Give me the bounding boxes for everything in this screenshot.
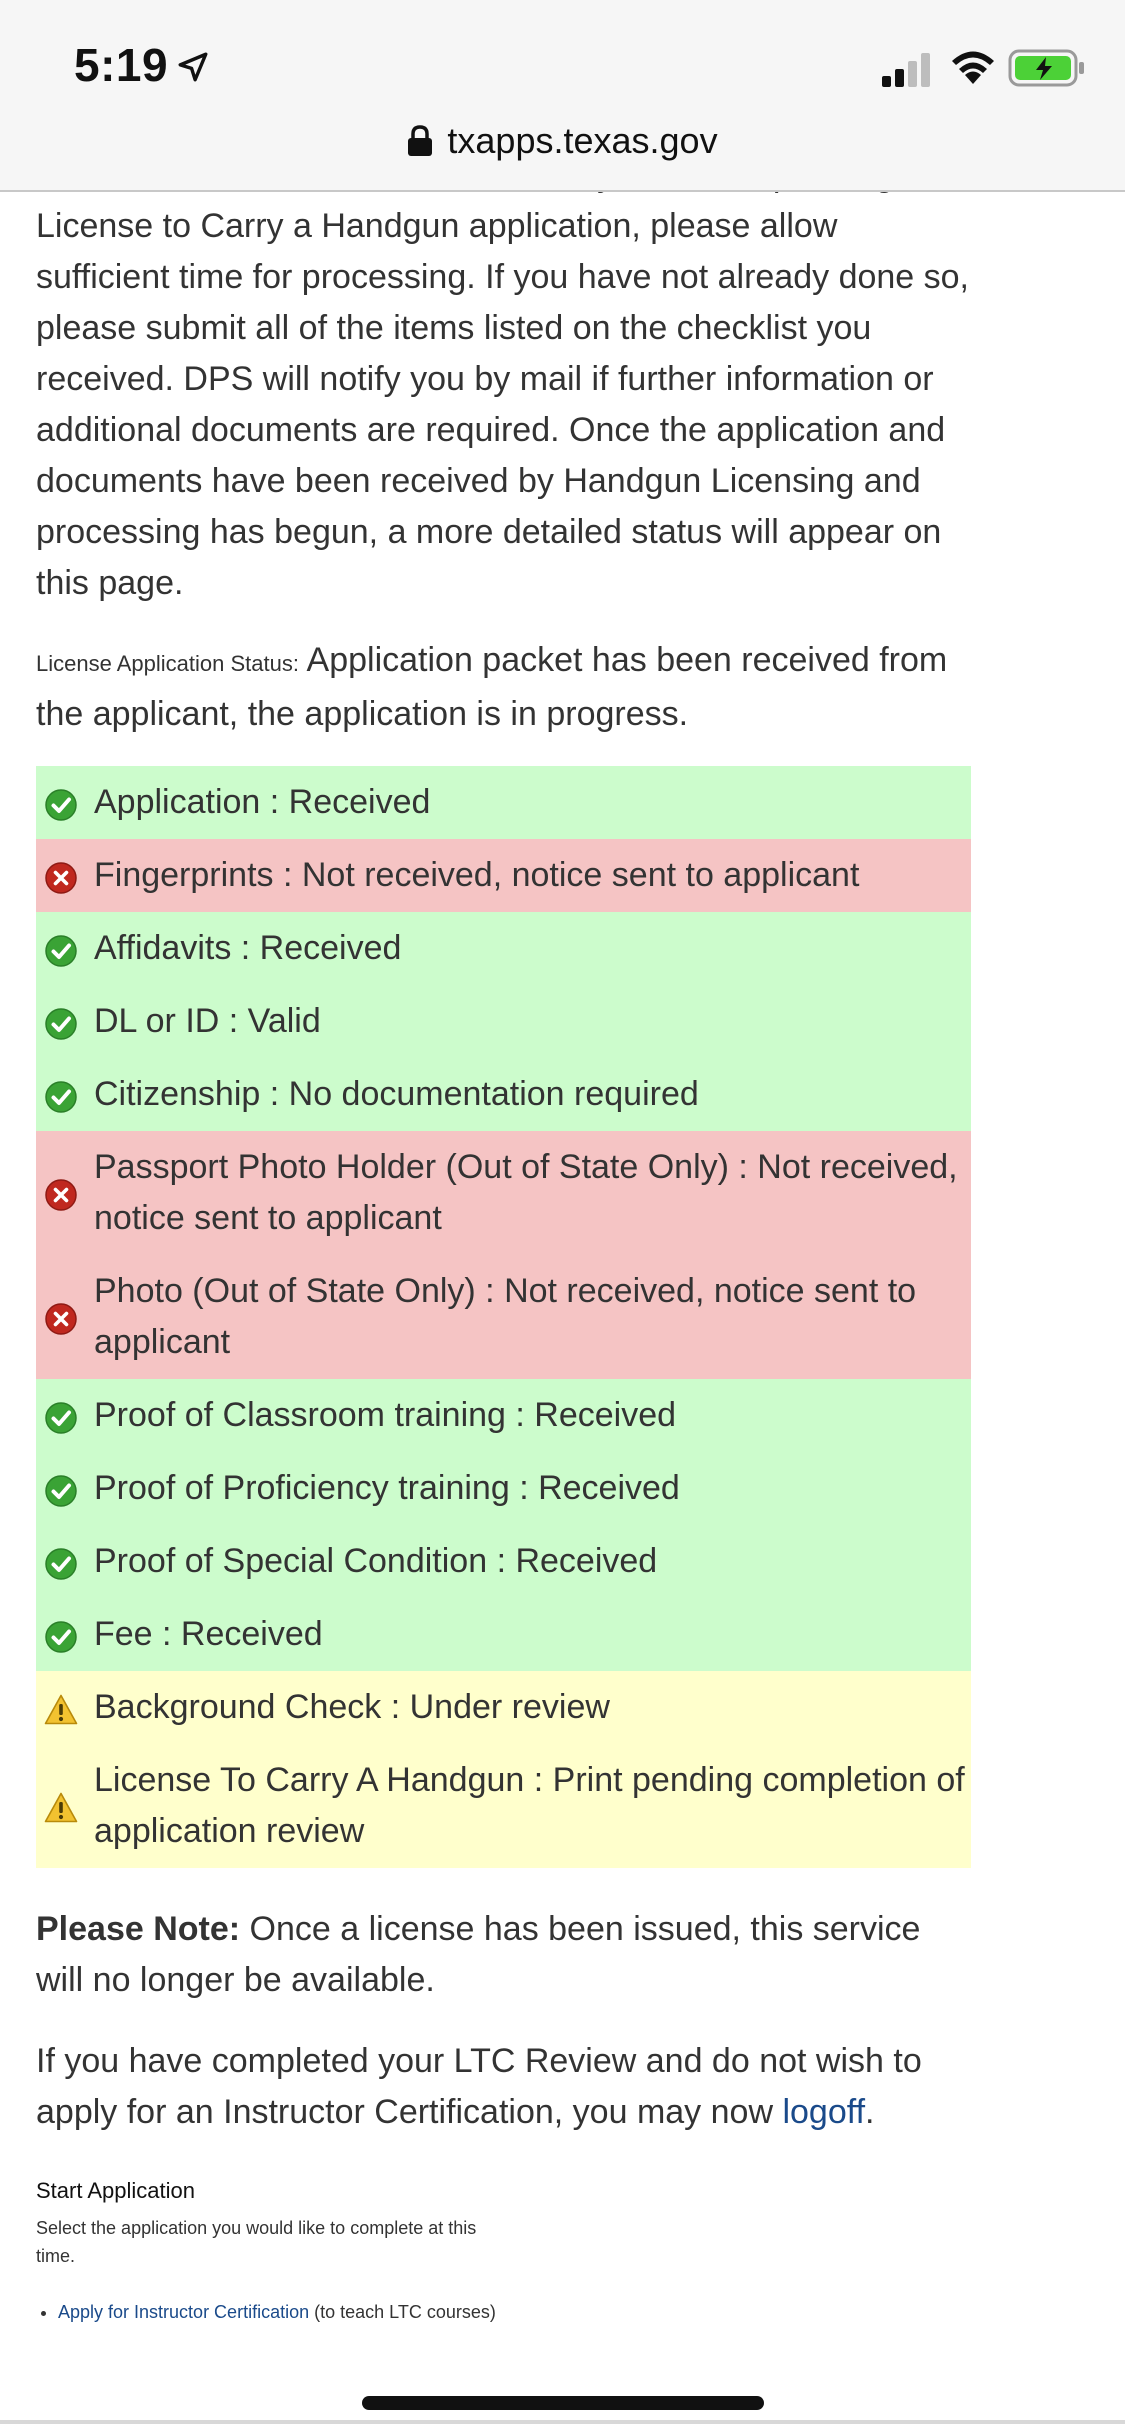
checklist-row-text: Background Check : Under review <box>94 1688 610 1726</box>
review-suffix: . <box>865 2093 875 2131</box>
list-item <box>58 2298 496 2326</box>
checklist-row-text: Proof of Proficiency training : Received <box>94 1469 680 1507</box>
url-bar[interactable] <box>0 112 1125 170</box>
checklist-row-text: License To Carry A Handgun : Print pending completion of application review <box>94 1761 965 1850</box>
x-circle-icon <box>44 859 78 893</box>
start-application-title: Start Application <box>36 2178 195 2203</box>
application-status-value: Application packet has been received from the applicant, the application is in progress. <box>36 641 948 733</box>
x-circle-icon <box>44 1176 78 1210</box>
check-circle-icon <box>44 1078 78 1112</box>
cell-signal-icon <box>880 52 936 88</box>
checklist-row <box>36 1131 971 1255</box>
lock-icon <box>407 125 433 157</box>
check-circle-icon <box>44 1399 78 1433</box>
checklist <box>36 766 971 1868</box>
application-status <box>36 635 971 740</box>
location-arrow-icon <box>176 50 210 84</box>
check-circle-icon <box>44 1618 78 1652</box>
page-content <box>36 150 971 2326</box>
status-time: 5:19 <box>74 39 169 91</box>
check-circle-icon <box>44 786 78 820</box>
checklist-row-text: Proof of Classroom training : Received <box>94 1396 677 1434</box>
application-status-label: License Application Status: <box>36 651 299 676</box>
checklist-row-text: Fingerprints : Not received, notice sent to applicant <box>94 856 860 894</box>
checklist-row <box>36 1525 971 1598</box>
checklist-row-text: Passport Photo Holder (Out of State Only) : Not received, notice sent to applicant <box>94 1148 958 1237</box>
checklist-row-text: Citizenship : No documentation required <box>94 1075 699 1113</box>
checklist-row <box>36 1452 971 1525</box>
checklist-row <box>36 912 971 985</box>
intro-text: License to Carry a Handgun application, please allow sufficient time for processing. If you have not already done so, please submit all of the items listed on the checklist you received. DPS will notify you by mail if further information or additional documents are required. Once the application and documents have been received by Handgun Licensing and processing has begun, a more detailed status will appear on this page. <box>36 207 970 602</box>
top-bar <box>0 0 1125 192</box>
checklist-row <box>36 985 971 1058</box>
battery-charging-icon <box>1008 48 1086 88</box>
warning-triangle-icon <box>44 1789 78 1823</box>
start-application-description: Select the application you would like to complete at this time. <box>36 2218 477 2266</box>
x-circle-icon <box>44 1300 78 1334</box>
checklist-row <box>36 1058 971 1131</box>
apply-instructor-suffix: (to teach LTC courses) <box>309 2302 496 2322</box>
checklist-row <box>36 1744 971 1868</box>
review-text: If you have completed your LTC Review and do not wish to apply for an Instructor Certification, you may now <box>36 2042 922 2131</box>
please-note-label: Please Note: <box>36 1910 241 1948</box>
home-indicator[interactable] <box>362 2396 764 2410</box>
please-note-text: Once a license has been issued, this service will no longer be available. <box>36 1910 921 1999</box>
logoff-link[interactable]: logoff <box>782 2093 866 2131</box>
checklist-row <box>36 1255 971 1379</box>
bottom-divider <box>0 2420 1125 2424</box>
checklist-row-text: Affidavits : Received <box>94 929 402 967</box>
checklist-row <box>36 839 971 912</box>
warning-triangle-icon <box>44 1691 78 1725</box>
checklist-row-text: Fee : Received <box>94 1615 323 1653</box>
checklist-row <box>36 1671 971 1744</box>
checklist-row <box>36 1379 971 1452</box>
review-paragraph <box>36 2036 971 2138</box>
intro-paragraph <box>36 150 971 609</box>
checklist-row-text: DL or ID : Valid <box>94 1002 321 1040</box>
check-circle-icon <box>44 932 78 966</box>
checklist-row-text: Photo (Out of State Only) : Not received, notice sent to applicant <box>94 1272 917 1361</box>
check-circle-icon <box>44 1472 78 1506</box>
checklist-row-text: Proof of Special Condition : Received <box>94 1542 658 1580</box>
wifi-icon <box>948 48 998 86</box>
url-text: txapps.texas.gov <box>447 120 718 161</box>
please-note <box>36 1904 971 2006</box>
apply-instructor-certification-link[interactable]: Apply for Instructor Certification <box>58 2302 310 2322</box>
checklist-row <box>36 766 971 839</box>
start-application-list <box>36 2298 496 2326</box>
checklist-row <box>36 1598 971 1671</box>
check-circle-icon <box>44 1545 78 1579</box>
checklist-row-text: Application : Received <box>94 783 431 821</box>
check-circle-icon <box>44 1005 78 1039</box>
